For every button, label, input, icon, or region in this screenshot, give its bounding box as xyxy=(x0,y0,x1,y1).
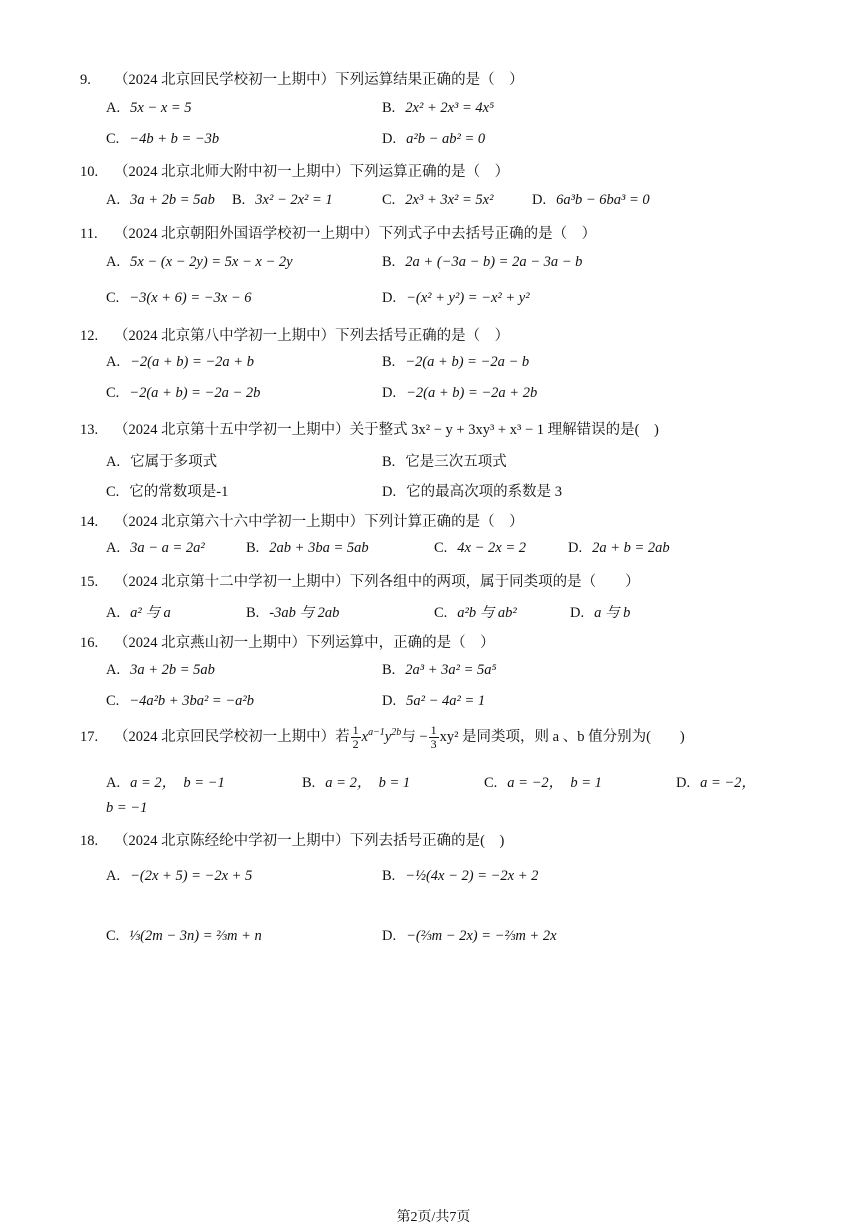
option-label: C. xyxy=(106,385,120,401)
option-d[interactable] xyxy=(382,480,562,501)
option-text: −2(a + b) = −2a + 2b xyxy=(406,385,538,401)
option-a[interactable] xyxy=(106,868,252,885)
option-text: 它是三次五项式 xyxy=(405,454,507,470)
option-label: A. xyxy=(106,605,121,621)
option-text: a = −2， xyxy=(700,775,756,791)
question-15 xyxy=(80,570,640,591)
numerator: 1 xyxy=(430,723,437,737)
option-text: 2a + (−3a − b) = 2a − 3a − b xyxy=(405,254,583,270)
option-text: −½(4x − 2) = −2x + 2 xyxy=(405,868,539,884)
option-text: 3x² − 2x² = 1 xyxy=(255,192,333,208)
option-label: A. xyxy=(106,100,121,116)
option-c[interactable] xyxy=(434,540,526,557)
option-label: D. xyxy=(676,775,691,791)
option-c[interactable] xyxy=(106,693,254,710)
option-label: A. xyxy=(106,354,121,370)
question-number: 16. xyxy=(80,635,99,651)
option-b[interactable] xyxy=(382,450,507,471)
option-text: −2(a + b) = −2a + b xyxy=(130,354,254,370)
option-d[interactable] xyxy=(532,192,650,209)
option-text: a²b − ab² = 0 xyxy=(406,131,486,147)
option-text: -3ab 与 2ab xyxy=(269,605,340,621)
option-label: B. xyxy=(382,254,396,270)
option-label: D. xyxy=(382,290,397,306)
option-label: C. xyxy=(434,605,448,621)
option-text: 它的最高次项的系数是 3 xyxy=(406,484,562,500)
option-c[interactable] xyxy=(106,480,228,501)
question-16 xyxy=(80,631,495,652)
question-number: 13. xyxy=(80,422,99,438)
option-label: B. xyxy=(246,605,260,621)
option-c[interactable] xyxy=(434,601,517,622)
question-11 xyxy=(80,222,596,243)
question-stem: （2024 北京陈经纶中学初一上期中）下列去括号正确的是( ) xyxy=(114,833,505,849)
option-b[interactable] xyxy=(302,771,410,792)
option-a[interactable] xyxy=(106,450,217,471)
question-number: 18. xyxy=(80,833,99,849)
option-a[interactable] xyxy=(106,192,215,209)
question-stem: （2024 北京第八中学初一上期中）下列去括号正确的是（ ） xyxy=(114,328,510,344)
option-label: D. xyxy=(382,131,397,147)
option-a[interactable] xyxy=(106,771,225,792)
option-text: 6a³b − 6ba³ = 0 xyxy=(556,192,650,208)
question-stem: （2024 北京回民学校初一上期中）下列运算结果正确的是（ ） xyxy=(114,72,524,88)
option-text: 2a³ + 3a² = 5a⁵ xyxy=(405,662,497,678)
option-text: 5x − (x − 2y) = 5x − x − 2y xyxy=(130,254,293,270)
option-text: −4a²b + 3ba² = −a²b xyxy=(129,693,254,709)
question-14 xyxy=(80,510,524,531)
question-stem: （2024 北京第十五中学初一上期中）关于整式 3x² − y + 3xy³ + x³ − 1 理解错误的是( ) xyxy=(114,422,659,438)
option-text: −(x² + y²) = −x² + y² xyxy=(406,290,530,306)
fraction xyxy=(429,724,439,751)
option-text: 它的常数项是-1 xyxy=(129,484,229,500)
question-number: 11. xyxy=(80,226,98,242)
option-label: D. xyxy=(382,928,397,944)
option-text: 5x − x = 5 xyxy=(130,100,192,116)
option-text: −4b + b = −3b xyxy=(129,131,220,147)
option-c[interactable] xyxy=(106,290,252,307)
option-text: 3a − a = 2a² xyxy=(130,540,205,556)
question-9 xyxy=(80,68,524,89)
question-10 xyxy=(80,160,509,181)
option-a[interactable] xyxy=(106,540,205,557)
option-label: A. xyxy=(106,868,121,884)
math-var: x xyxy=(361,728,369,745)
option-b[interactable] xyxy=(382,662,497,679)
option-d[interactable] xyxy=(382,131,485,148)
question-stem: （2024 北京第六十六中学初一上期中）下列计算正确的是（ ） xyxy=(114,514,524,530)
option-label: A. xyxy=(106,192,121,208)
option-text: a²b 与 ab² xyxy=(457,605,517,621)
option-label: C. xyxy=(106,484,120,500)
option-label: D. xyxy=(532,192,547,208)
option-label: D. xyxy=(382,693,397,709)
option-d[interactable] xyxy=(676,771,756,792)
denominator: 2 xyxy=(352,737,359,751)
option-text: 2a + b = 2ab xyxy=(592,540,670,556)
option-label: C. xyxy=(382,192,396,208)
question-13 xyxy=(80,418,659,439)
option-text: 2x² + 2x³ = 4x⁵ xyxy=(405,100,495,116)
question-stem-part: xy² 是同类项，则 a 、b 值分别为( ) xyxy=(439,728,685,745)
page-footer: 第2页/共7页 xyxy=(396,1210,471,1225)
option-d[interactable] xyxy=(568,540,670,557)
option-b[interactable] xyxy=(382,100,494,117)
option-text: −3(x + 6) = −3x − 6 xyxy=(129,290,252,306)
option-text: −(2x + 5) = −2x + 5 xyxy=(130,868,253,884)
option-label: D. xyxy=(382,385,397,401)
option-c[interactable] xyxy=(106,928,262,945)
option-label: C. xyxy=(484,775,498,791)
option-label: D. xyxy=(568,540,583,556)
option-label: C. xyxy=(106,131,120,147)
option-label: B. xyxy=(382,868,396,884)
option-label: B. xyxy=(382,100,396,116)
question-stem-part: 与 − xyxy=(401,728,428,745)
option-label: B. xyxy=(246,540,260,556)
fraction xyxy=(351,724,361,751)
option-text: 3a + 2b = 5ab xyxy=(130,192,215,208)
option-label: C. xyxy=(434,540,448,556)
option-text: a² 与 a xyxy=(130,605,171,621)
option-d[interactable] xyxy=(570,601,630,622)
exponent: a−1 xyxy=(368,727,385,738)
option-text: −2(a + b) = −2a − b xyxy=(405,354,530,370)
option-text: a 与 b xyxy=(594,605,631,621)
math-var: y xyxy=(384,728,392,745)
question-number: 15. xyxy=(80,574,99,590)
option-c[interactable] xyxy=(106,385,260,402)
option-d[interactable] xyxy=(382,693,485,710)
question-number: 12. xyxy=(80,328,99,344)
option-b[interactable] xyxy=(382,868,538,885)
option-label: C. xyxy=(106,928,120,944)
option-label: A. xyxy=(106,775,121,791)
option-label: B. xyxy=(382,662,396,678)
option-d[interactable] xyxy=(382,290,530,307)
option-text: 它属于多项式 xyxy=(130,454,218,470)
question-number: 9. xyxy=(80,72,91,88)
option-d[interactable] xyxy=(382,385,537,402)
option-b[interactable] xyxy=(382,254,582,271)
option-b[interactable] xyxy=(382,354,529,371)
option-label: A. xyxy=(106,662,121,678)
option-label: C. xyxy=(106,693,120,709)
option-text: 2ab + 3ba = 5ab xyxy=(269,540,369,556)
question-18 xyxy=(80,829,504,850)
question-stem: （2024 北京第十二中学初一上期中）下列各组中的两项，属于同类项的是（ ） xyxy=(114,574,640,590)
option-text: 5a² − 4a² = 1 xyxy=(406,693,486,709)
option-a[interactable] xyxy=(106,100,192,117)
option-label: D. xyxy=(382,484,397,500)
option-d-continued: b = −1 xyxy=(106,800,148,816)
option-a[interactable] xyxy=(106,662,215,679)
question-stem: （2024 北京朝阳外国语学校初一上期中）下列式子中去括号正确的是（ ） xyxy=(114,226,597,242)
option-a[interactable] xyxy=(106,601,171,622)
question-17 xyxy=(80,724,685,751)
option-b[interactable] xyxy=(246,601,339,622)
option-text: 2x³ + 3x² = 5x² xyxy=(405,192,494,208)
option-d[interactable] xyxy=(382,928,557,945)
question-number: 10. xyxy=(80,164,99,180)
option-c[interactable] xyxy=(106,131,219,148)
option-a[interactable] xyxy=(106,354,254,371)
question-stem: （2024 北京北师大附中初一上期中）下列运算正确的是（ ） xyxy=(114,164,510,180)
option-b[interactable] xyxy=(232,192,333,209)
question-stem: （2024 北京燕山初一上期中）下列运算中，正确的是（ ） xyxy=(114,635,495,651)
question-number: 14. xyxy=(80,514,99,530)
option-text: ⅓(2m − 3n) = ⅔m + n xyxy=(129,928,262,944)
option-label: D. xyxy=(570,605,585,621)
option-label: A. xyxy=(106,454,121,470)
option-label: A. xyxy=(106,254,121,270)
option-label: C. xyxy=(106,290,120,306)
question-number: 17. xyxy=(80,728,99,745)
option-text: 3a + 2b = 5ab xyxy=(130,662,215,678)
option-c[interactable] xyxy=(484,771,602,792)
option-text: a = 2， b = −1 xyxy=(130,775,225,791)
option-b[interactable] xyxy=(246,540,369,557)
option-label: B. xyxy=(382,454,396,470)
option-text: −2(a + b) = −2a − 2b xyxy=(129,385,261,401)
numerator: 1 xyxy=(352,723,359,737)
option-text: a = 2， b = 1 xyxy=(325,775,411,791)
option-label: B. xyxy=(382,354,396,370)
option-text: −(⅔m − 2x) = −⅔m + 2x xyxy=(406,928,557,944)
question-stem: （2024 北京回民学校初一上期中）若 xyxy=(114,728,350,745)
denominator: 3 xyxy=(430,737,437,751)
option-text: 4x − 2x = 2 xyxy=(457,540,526,556)
option-label: B. xyxy=(232,192,246,208)
exponent: 2b xyxy=(391,727,402,738)
option-label: A. xyxy=(106,540,121,556)
question-12 xyxy=(80,324,509,345)
option-label: B. xyxy=(302,775,316,791)
option-text: a = −2， b = 1 xyxy=(507,775,602,791)
option-a[interactable] xyxy=(106,254,293,271)
option-c[interactable] xyxy=(382,192,493,209)
